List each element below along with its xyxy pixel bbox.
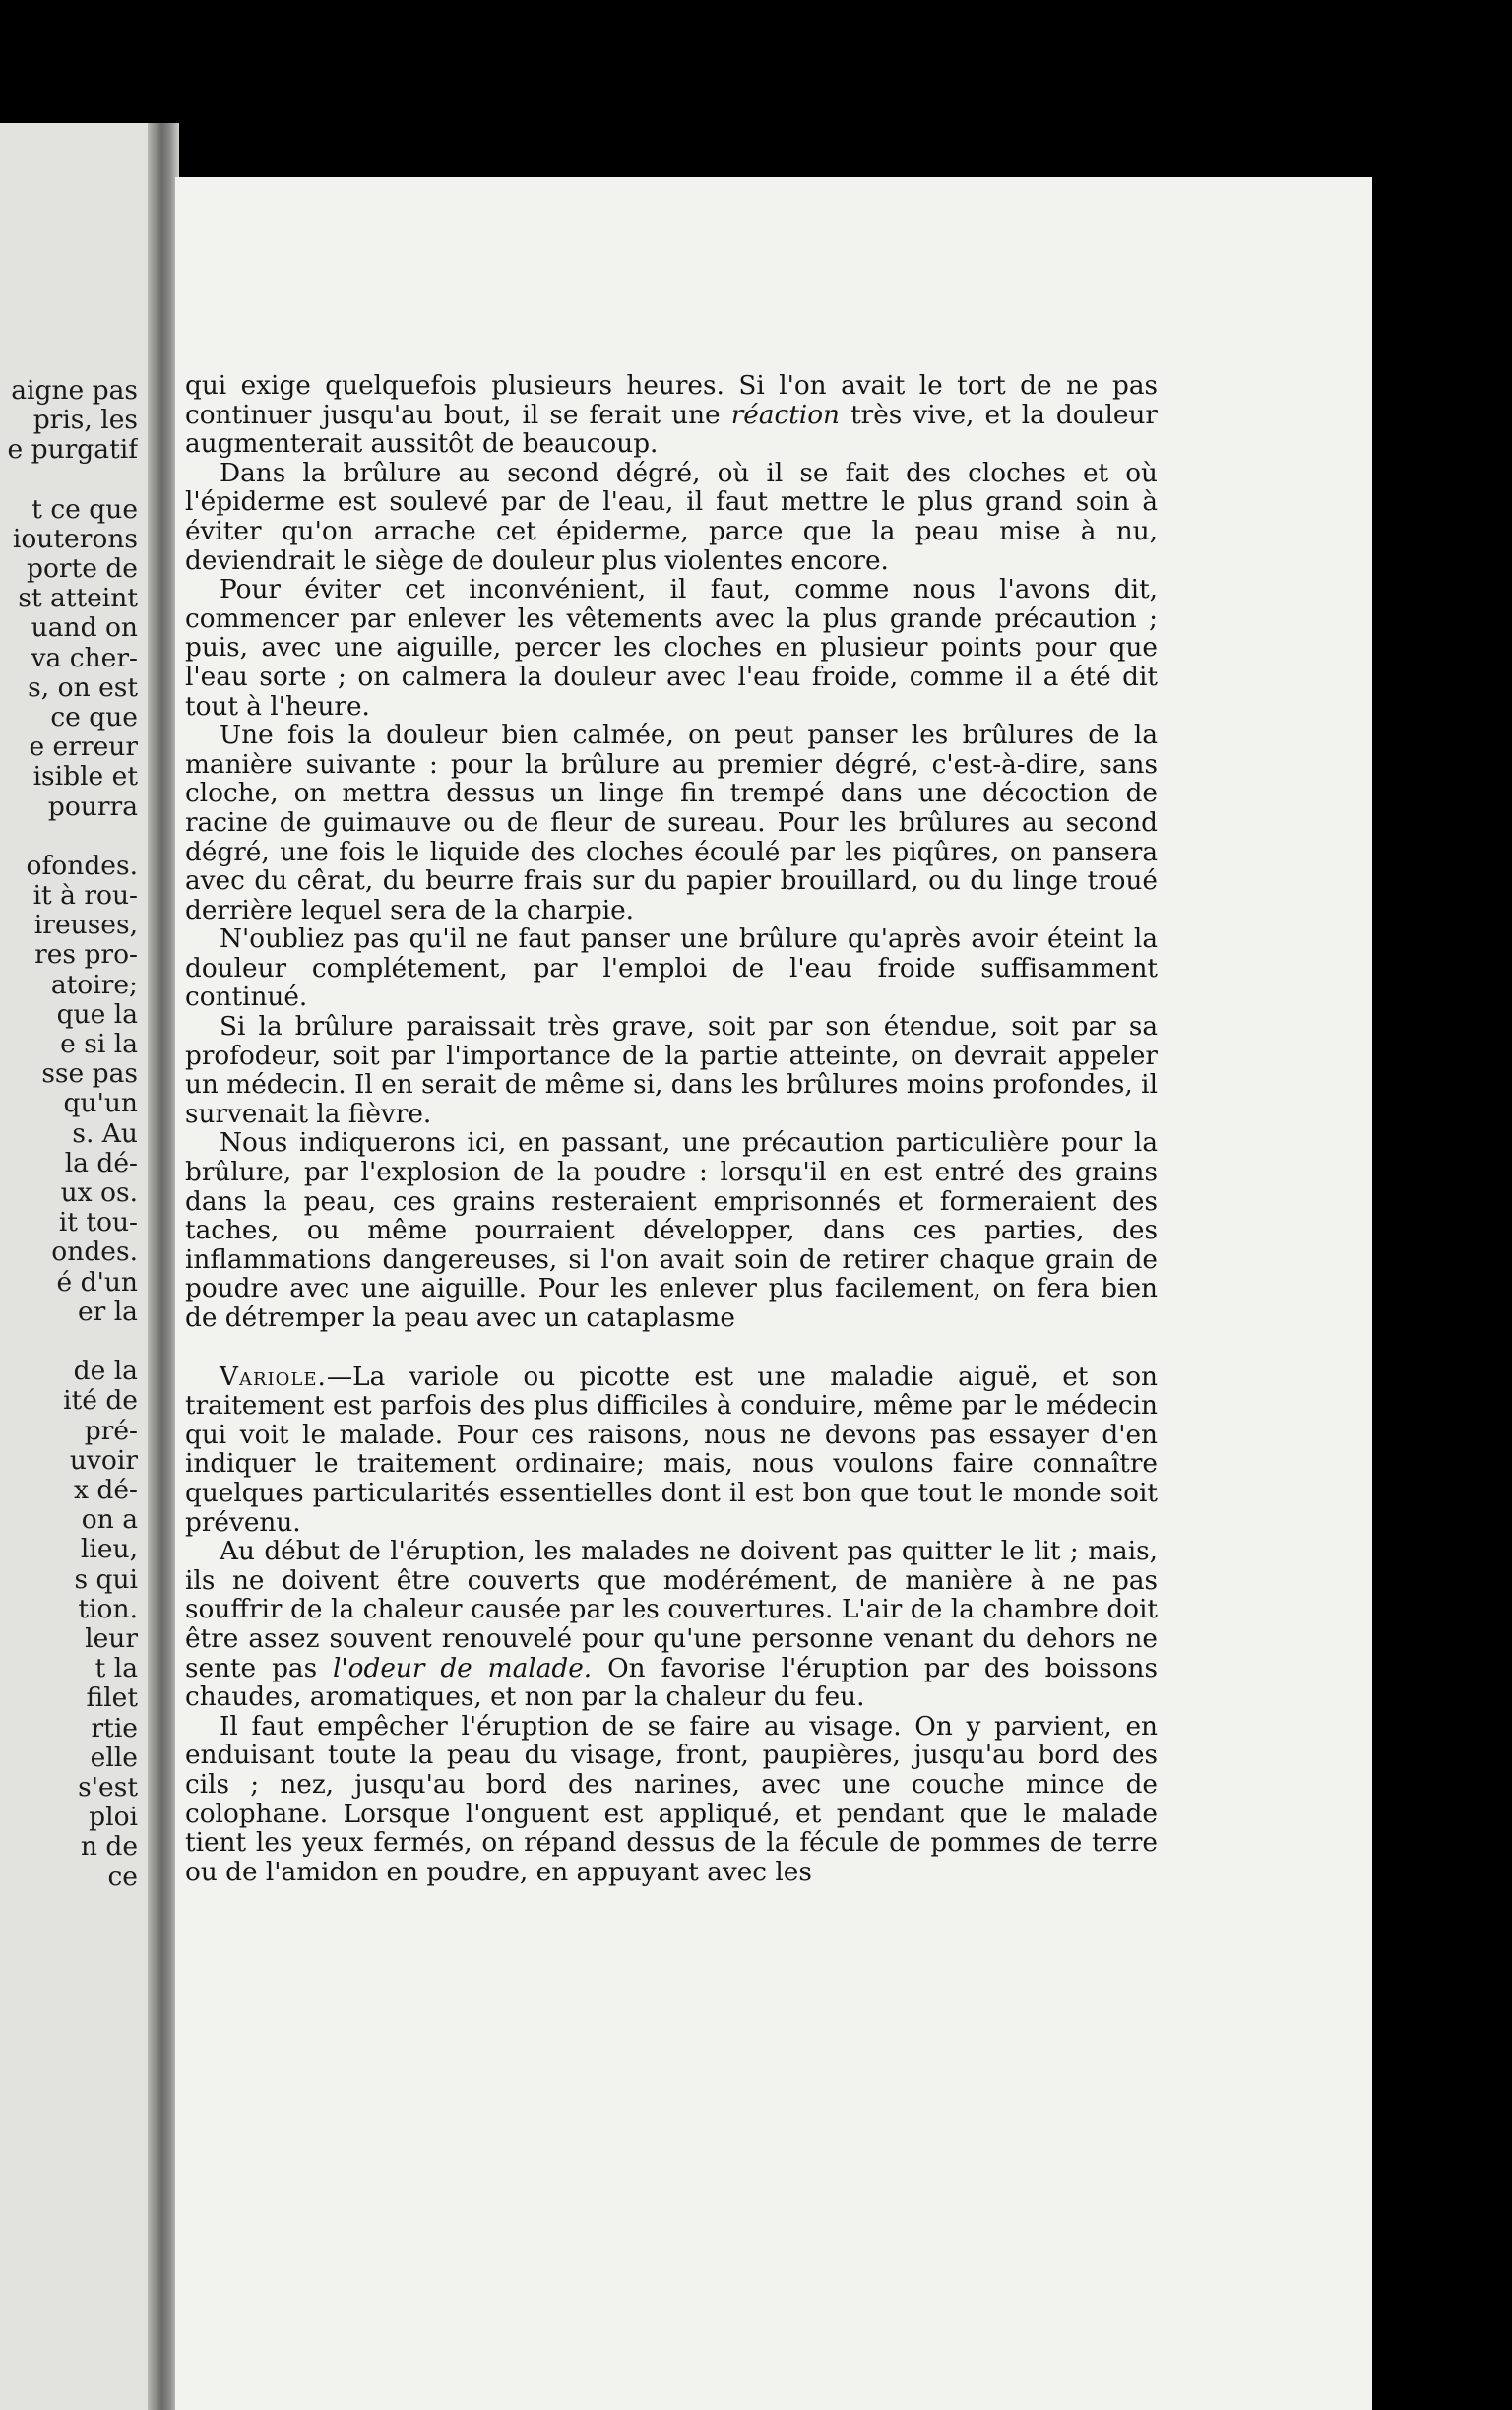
facing-page-line: que la	[56, 999, 138, 1030]
facing-page-block	[0, 376, 138, 466]
facing-page-line: ité de	[63, 1386, 138, 1417]
facing-page-line: pré-	[84, 1416, 138, 1446]
paragraph: Pour éviter cet inconvénient, il faut, comme nous l'avons dit, commencer par enlever les vêtements avec la plus grande précaution ; puis, avec une aiguille, percer les cloches en plusieur points pour que l'eau sorte ; on calmera la douleur avec l'eau froide, comme il a été dit tout à l'heure.	[185, 575, 1158, 722]
facing-page-line: elle	[90, 1743, 138, 1773]
facing-page-line: é d'un	[56, 1267, 138, 1298]
facing-page-line: iouterons	[12, 524, 138, 554]
facing-page-line: sse pas	[41, 1059, 138, 1090]
facing-page-line: s. Au	[72, 1118, 138, 1149]
facing-page-line: st atteint	[18, 584, 138, 614]
facing-page-line: e erreur	[29, 732, 138, 763]
facing-page-block	[0, 852, 138, 1327]
facing-page-line: tion.	[78, 1594, 138, 1624]
facing-page-line: it tou-	[58, 1208, 138, 1238]
paragraph: Au début de l'éruption, les malades ne doivent pas quitter le lit ; mais, ils ne doivent être couverts que modérément, de manière à ne pas souffrir de la chaleur causée par les couvertures. L'air de la chambre doit être assez souvent renouvelé pour qu'une personne venant du dehors ne sente pas l'odeur de malade. On favorise l'éruption par des boissons chaudes, aromatiques, et non par la chaleur du feu.	[185, 1537, 1158, 1713]
facing-page-line: uand on	[31, 613, 138, 644]
facing-page-line: va cher-	[31, 643, 138, 673]
body-text	[185, 372, 1158, 1887]
facing-page-line: isible et	[32, 762, 138, 793]
facing-page-line: on a	[81, 1505, 138, 1536]
facing-page-line: er la	[77, 1297, 138, 1327]
facing-page-line: pris, les	[32, 406, 138, 436]
facing-page-line: leur	[85, 1623, 138, 1654]
facing-page-line: atoire;	[50, 970, 138, 1000]
facing-page-line: e si la	[60, 1030, 138, 1060]
facing-page-line: qu'un	[63, 1089, 138, 1119]
facing-page-line: porte de	[27, 554, 138, 585]
facing-page-line: s'est	[78, 1772, 138, 1803]
facing-page-line: t la	[94, 1654, 138, 1684]
facing-page-line: it à rou-	[32, 881, 138, 912]
paragraph: Nous indiquerons ici, en passant, une précaution particulière pour la brûlure, par l'explosion de la poudre : lorsqu'il en est entré des grains dans la peau, ces grains resteraient emprisonnés et formeraient des taches, ou même pourraient développer, dans ces parties, des inflammations dangereuses, si l'on avait soin de retirer chaque grain de poudre avec une aiguille. Pour les enlever plus facilement, on fera bien de détremper la peau avec un cataplasme	[185, 1128, 1158, 1333]
facing-page-line: lieu,	[80, 1535, 138, 1565]
facing-page-line: ofondes.	[26, 851, 138, 881]
facing-page-text	[0, 376, 138, 1892]
facing-page-line: ondes.	[51, 1237, 138, 1268]
paragraph: qui exige quelquefois plusieurs heures. Si l'on avait le tort de ne pas continuer jusqu'au bout, il se ferait une réaction très vive, et la douleur augmenterait aussitôt de beaucoup.	[185, 371, 1158, 460]
facing-page-line: e purgatif	[7, 435, 138, 466]
facing-page-line: de la	[73, 1357, 138, 1387]
facing-page-line: uvoir	[69, 1445, 138, 1476]
facing-page-line: n de	[80, 1832, 138, 1863]
facing-page-line: ux os.	[60, 1178, 138, 1209]
facing-page-line: la dé-	[64, 1148, 138, 1178]
facing-page-line: x dé-	[74, 1475, 138, 1505]
paragraph: N'oubliez pas qu'il ne faut panser une brûlure qu'après avoir éteint la douleur complétement, par l'emploi de l'eau froide suffisamment continué.	[185, 924, 1158, 1013]
facing-page-line: ireuses,	[33, 911, 138, 941]
paragraph: Une fois la douleur bien calmée, on peut panser les brûlures de la manière suivante : pour la brûlure au premier dégré, c'est-à-dire, sans cloche, on mettra dessus un linge fin trempé dans une décoction de racine de guimauve ou de fleur de sureau. Pour les brûlures au second dégré, une fois le liquide des cloches écoulé par les piqûres, on pansera avec du cêrat, du beurre frais sur du papier brouillard, ou du linge troué derrière lequel sera de la charpie.	[185, 721, 1158, 925]
facing-page-line: rtie	[91, 1713, 138, 1744]
facing-page-line: t ce que	[32, 494, 138, 525]
facing-page-line: s qui	[74, 1564, 138, 1595]
scan-border	[1372, 0, 1512, 2410]
paragraph: Si la brûlure paraissait très grave, soit par son étendue, soit par sa profodeur, soit par l'importance de la partie atteinte, on devrait appeler un médecin. Il en serait de même si, dans les brûlures moins profondes, il survenait la fièvre.	[185, 1012, 1158, 1129]
facing-page-line: pourra	[47, 792, 138, 822]
facing-page-line: ce	[107, 1862, 138, 1892]
facing-page-line: aigne pas	[11, 376, 138, 406]
facing-page-line: ce que	[50, 703, 138, 733]
facing-page-line: ploi	[89, 1803, 138, 1833]
facing-page-block	[0, 1357, 138, 1892]
facing-page-line: filet	[86, 1683, 138, 1714]
facing-page-line: s, on est	[28, 672, 138, 703]
facing-page-block	[0, 495, 138, 822]
section-heading: Variole.	[220, 1362, 327, 1392]
paragraph: Dans la brûlure au second dégré, où il se fait des cloches et où l'épiderme est soulevé par de l'eau, il faut mettre le plus grand soin à éviter qu'on arrache cet épiderme, parce que la peau mise à nu, deviendrait le siège de douleur plus violentes encore.	[185, 458, 1158, 576]
paragraph: Variole.—La variole ou picotte est une maladie aiguë, et son traitement est parfois des plus difficiles à conduire, même par le médecin qui voit le malade. Pour ces raisons, nous ne devons pas essayer d'en indiquer le traitement ordinaire; mais, nous voulons faire connaître quelques particularités essentielles dont il est bon que tout le monde soit prévenu.	[185, 1362, 1158, 1538]
facing-page-line: res pro-	[34, 940, 138, 971]
paragraph: Il faut empêcher l'éruption de se faire au visage. On y parvient, en enduisant toute la peau du visage, front, paupières, jusqu'au bord des cils ; nez, jusqu'au bord des narines, avec une couche mince de colophane. Lorsque l'onguent est appliqué, et pendant que le malade tient les yeux fermés, on répand dessus de la fécule de pommes de terre ou de l'amidon en poudre, en appuyant avec les	[185, 1711, 1158, 1887]
